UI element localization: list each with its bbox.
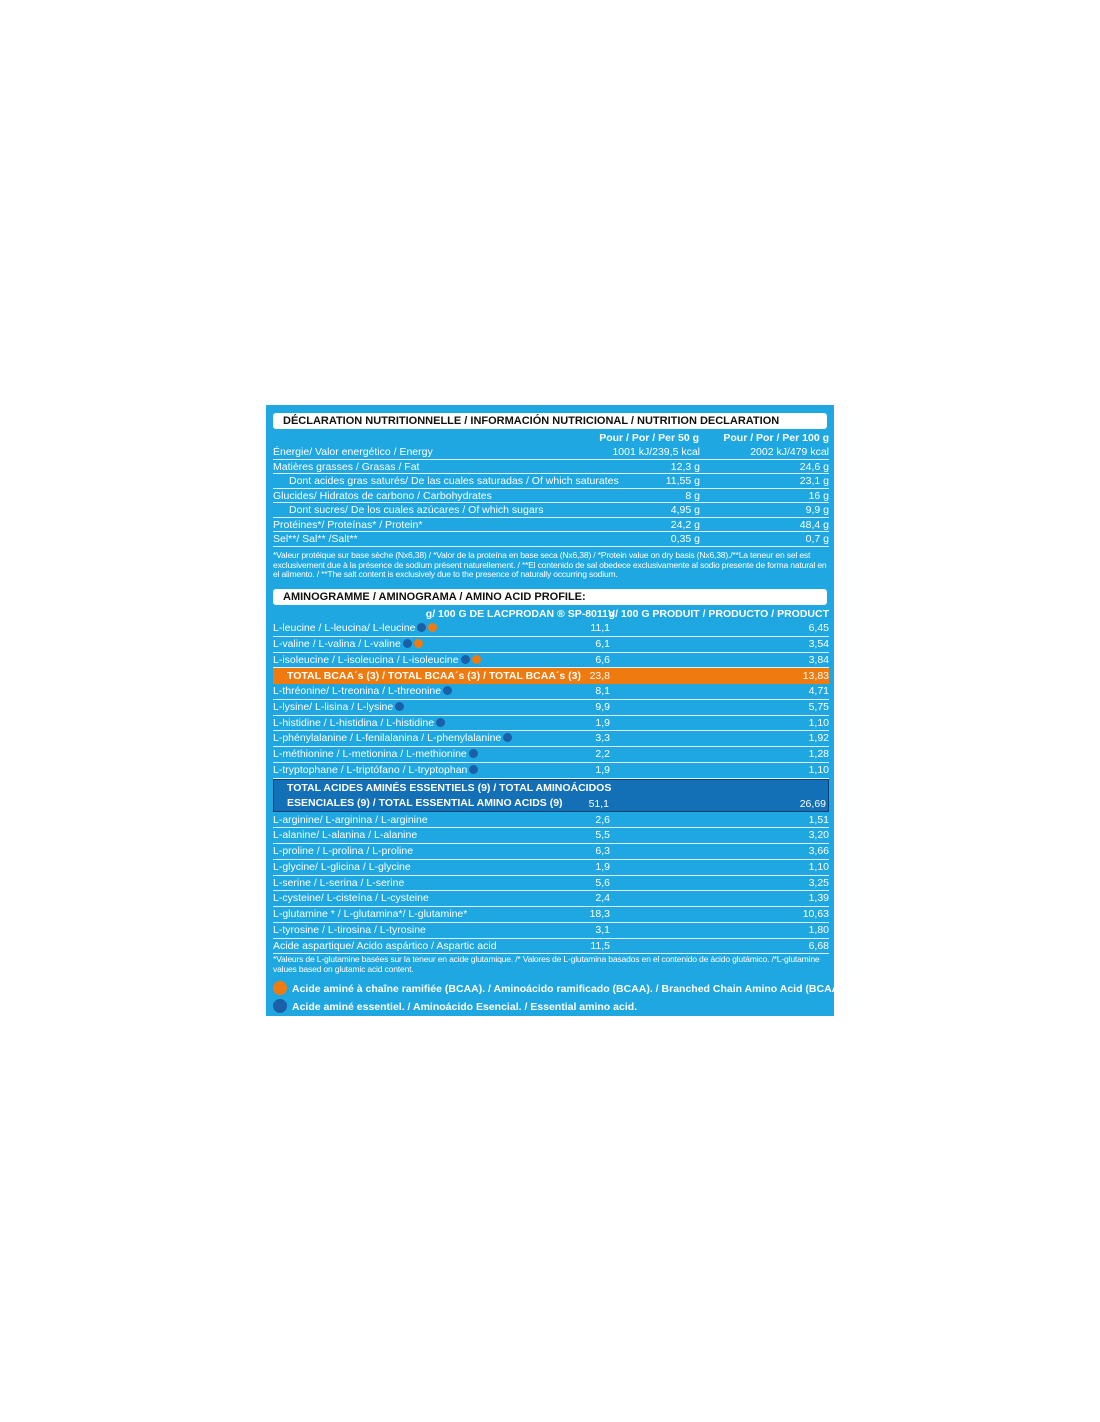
amino-acid-label-wrap xyxy=(273,731,512,746)
amino-acid-name: L-lysine/ L-lisina / L-lysine xyxy=(273,700,394,713)
orange-dot-icon xyxy=(428,623,437,632)
amino-value-lacprodan: 2,2 xyxy=(595,748,610,760)
amino-acid-row xyxy=(273,923,829,939)
nutrition-row-value-100g: 2002 kJ/479 kcal xyxy=(750,446,829,458)
nutrition-column-headers xyxy=(273,431,829,445)
amino-acid-label-wrap xyxy=(273,907,467,922)
blue-dot-icon xyxy=(395,702,404,711)
amino-acid-row xyxy=(273,684,829,700)
nutrition-declaration-title: DÉCLARATION NUTRITIONNELLE / INFORMACIÓN NUTRICIONAL / NUTRITION DECLARATION xyxy=(273,413,827,429)
legend-bcaa-text: Acide aminé à chaîne ramifiée (BCAA). / Aminoácido ramificado (BCAA). / Branched Chain Amino Acid (BCAA). xyxy=(292,983,846,995)
amino-value-lacprodan: 1,9 xyxy=(595,716,610,729)
amino-acid-name: L-tryptophane / L-triptófano / L-tryptophan xyxy=(273,763,468,776)
nutrition-row-label: Dont sucres/ De los cuales azúcares / Of which sugars xyxy=(289,504,544,516)
nutrition-row-value-50g: 11,55 g xyxy=(665,475,700,487)
nutrition-row xyxy=(273,503,829,518)
amino-value-product: 1,10 xyxy=(808,763,829,776)
essential-total-row xyxy=(273,779,829,812)
nutrition-row xyxy=(273,445,829,460)
amino-acid-name: L-glycine/ L-glicina / L-glycine xyxy=(273,860,411,873)
nutrition-row-value-100g: 9,9 g xyxy=(805,504,829,516)
amino-acid-name: L-histidine / L-histidina / L-histidine xyxy=(273,716,435,729)
amino-value-product: 1,39 xyxy=(808,892,829,905)
amino-acid-name: L-tyrosine / L-tirosina / L-tyrosine xyxy=(273,923,426,936)
blue-dot-icon xyxy=(273,999,287,1013)
amino-acid-name: L-méthionine / L-metionina / L-methionine xyxy=(273,748,467,760)
amino-acid-row xyxy=(273,876,829,892)
amino-acid-row xyxy=(273,653,829,669)
amino-value-lacprodan: 5,6 xyxy=(595,876,610,889)
amino-acid-name: L-phénylalanine / L-fenilalanina / L-phenylalanine xyxy=(273,732,502,745)
nutrition-row-value-50g: 8 g xyxy=(685,489,700,502)
amino-col-lacprodan: g/ 100 G DE LACPRODAN ® SP-8011V xyxy=(425,608,615,620)
amino-value-lacprodan: 1,9 xyxy=(595,860,610,873)
amino-acid-row xyxy=(273,813,829,829)
nutrition-row-value-100g: 16 g xyxy=(808,489,829,502)
nutrition-row xyxy=(273,474,829,489)
amino-acid-label-wrap xyxy=(273,653,481,668)
amino-acid-row xyxy=(273,763,829,779)
nutrition-row-value-100g: 48,4 g xyxy=(799,518,829,531)
amino-value-product: 3,66 xyxy=(808,845,829,857)
amino-acid-label-wrap xyxy=(273,939,497,954)
legend-essential xyxy=(273,999,829,1015)
essential-total-label-line1: TOTAL ACIDES AMINÉS ESSENTIELS (9) / TOTAL AMINOÁCIDOS xyxy=(287,781,612,794)
amino-acid-label-wrap xyxy=(273,684,452,699)
amino-acid-row xyxy=(273,621,829,637)
amino-value-product: 5,75 xyxy=(808,700,829,713)
blue-dot-icon xyxy=(461,655,470,664)
nutrition-col-per50g: Pour / Por / Per 50 g xyxy=(599,432,699,444)
amino-value-lacprodan: 2,4 xyxy=(595,892,610,905)
nutrition-row-label: Énergie/ Valor energético / Energy xyxy=(273,446,433,458)
amino-acid-label-wrap xyxy=(273,747,478,762)
amino-value-product: 1,28 xyxy=(808,748,829,760)
amino-acid-name: L-proline / L-prolina / L-proline xyxy=(273,845,414,857)
amino-value-product: 1,51 xyxy=(808,813,829,826)
amino-acid-label-wrap xyxy=(273,763,478,778)
amino-acid-name: L-glutamine * / L-glutamina*/ L-glutamine* xyxy=(273,908,468,920)
amino-acid-label-wrap xyxy=(273,860,411,875)
amino-value-lacprodan: 1,9 xyxy=(595,763,610,776)
nutrition-label-panel xyxy=(266,405,846,1016)
legend-bcaa xyxy=(273,981,846,997)
amino-value-product: 1,10 xyxy=(808,716,829,729)
bcaa-total-product: 13,83 xyxy=(802,670,829,683)
amino-value-lacprodan: 3,1 xyxy=(595,923,610,936)
bcaa-total-lacprodan: 23,8 xyxy=(589,670,610,683)
amino-column-headers xyxy=(273,607,829,621)
amino-value-lacprodan: 8,1 xyxy=(595,685,610,697)
amino-col-product: g/ 100 G PRODUIT / PRODUCTO / PRODUCT xyxy=(608,608,829,620)
amino-acid-name: L-valine / L-valina / L-valine xyxy=(273,637,401,650)
amino-value-lacprodan: 6,1 xyxy=(595,637,610,650)
amino-acid-name: L-arginine/ L-arginina / L-arginine xyxy=(273,813,428,826)
blue-dot-icon xyxy=(417,623,426,632)
amino-value-lacprodan: 18,3 xyxy=(589,908,610,920)
essential-total-lacprodan: 51,1 xyxy=(588,797,609,810)
amino-acid-label-wrap xyxy=(273,828,417,843)
amino-value-lacprodan: 2,6 xyxy=(595,813,610,826)
amino-value-product: 10,63 xyxy=(802,908,829,920)
bcaa-total-label: TOTAL BCAA´s (3) / TOTAL BCAA´s (3) / TOTAL BCAA´s (3) xyxy=(287,670,582,683)
amino-acid-name: L-thréonine/ L-treonina / L-threonine xyxy=(273,685,442,697)
amino-acid-label-wrap xyxy=(273,716,445,731)
nutrition-row-value-50g: 24,2 g xyxy=(670,518,700,531)
amino-acid-name: L-isoleucine / L-isoleucina / L-isoleucine xyxy=(273,653,459,666)
amino-footnote: *Valeurs de L-glutamine basées sur la teneur en acide glutamique. /* Valores de L-glutamina basados en el contenido de ácido glutámico. /*L-glutamine values based on glutamic acid content. xyxy=(273,954,820,974)
amino-acid-row xyxy=(273,700,829,716)
amino-value-product: 1,92 xyxy=(808,732,829,745)
amino-acid-row xyxy=(273,939,829,955)
nutrition-row xyxy=(273,532,829,547)
amino-acid-name: L-leucine / L-leucina/ L-leucine xyxy=(273,622,416,634)
amino-value-product: 3,20 xyxy=(808,829,829,842)
amino-acid-name: L-serine / L-serina / L-serine xyxy=(273,876,405,889)
amino-value-product: 3,25 xyxy=(808,876,829,889)
amino-value-product: 6,68 xyxy=(808,939,829,952)
amino-acid-label-wrap xyxy=(273,637,423,652)
nutrition-row-label: Sel**/ Sal** /Salt** xyxy=(273,533,358,545)
amino-value-lacprodan: 11,5 xyxy=(590,939,610,952)
amino-acid-row xyxy=(273,828,829,844)
nutrition-footnote: *Valeur protéique sur base sèche (Nx6,38) / *Valor de la proteína en base seca (Nx6,38) / *Protein value on dry basis (Nx6,38)./**La teneur en sel est exclusivement due à la présence de sodium présent naturellement. / **El contenido de sal obedece exclusivamente al sodio presente de forma natural en el alimento. / **The salt content is exclusively due to the presence of naturally occurring sodium. xyxy=(273,550,827,579)
amino-value-lacprodan: 3,3 xyxy=(595,732,610,745)
amino-profile-title: AMINOGRAMME / AMINOGRAMA / AMINO ACID PROFILE: xyxy=(273,589,827,605)
nutrition-row xyxy=(273,489,829,504)
bcaa-total-row xyxy=(273,668,829,684)
amino-value-product: 6,45 xyxy=(808,622,829,634)
blue-dot-icon xyxy=(403,639,412,648)
amino-acid-row xyxy=(273,637,829,653)
amino-value-product: 1,10 xyxy=(808,860,829,873)
nutrition-col-per100g: Pour / Por / Per 100 g xyxy=(723,432,829,444)
amino-value-lacprodan: 9,9 xyxy=(595,700,610,713)
amino-acid-name: L-cysteine/ L-cisteína / L-cysteine xyxy=(273,892,429,905)
amino-value-product: 1,80 xyxy=(808,923,829,936)
nutrition-row-value-100g: 23,1 g xyxy=(799,475,829,487)
amino-acid-row xyxy=(273,844,829,860)
amino-acid-label-wrap xyxy=(273,891,429,906)
blue-dot-icon xyxy=(469,765,478,774)
nutrition-row-value-100g: 24,6 g xyxy=(799,460,829,473)
amino-acid-row xyxy=(273,907,829,923)
blue-dot-icon xyxy=(503,733,512,742)
legend-essential-text: Acide aminé essentiel. / Aminoácido Esencial. / Essential amino acid. xyxy=(292,1001,638,1013)
orange-dot-icon xyxy=(273,981,287,995)
amino-acid-label-wrap xyxy=(273,621,437,636)
nutrition-row-value-50g: 0,35 g xyxy=(670,533,700,545)
orange-dot-icon xyxy=(414,639,423,648)
amino-acid-name: Acide aspartique/ Acido aspártico / Aspartic acid xyxy=(273,939,497,952)
amino-acid-name: L-alanine/ L-alanina / L-alanine xyxy=(273,829,418,842)
amino-value-product: 4,71 xyxy=(808,685,829,697)
nutrition-row-label: Dont acides gras saturés/ De las cuales saturadas / Of which saturates xyxy=(289,475,619,487)
blue-dot-icon xyxy=(443,686,452,695)
amino-value-lacprodan: 5,5 xyxy=(595,829,610,842)
blue-dot-icon xyxy=(436,718,445,727)
amino-acid-label-wrap xyxy=(273,923,426,938)
amino-acid-row xyxy=(273,860,829,876)
amino-acid-label-wrap xyxy=(273,844,413,859)
orange-dot-icon xyxy=(472,655,481,664)
nutrition-row-label: Protéines*/ Proteínas* / Protein* xyxy=(273,518,423,531)
amino-value-product: 3,84 xyxy=(808,653,829,666)
amino-acid-row xyxy=(273,716,829,732)
amino-value-lacprodan: 6,6 xyxy=(595,653,610,666)
amino-value-lacprodan: 6,3 xyxy=(595,845,610,857)
nutrition-row-value-50g: 4,95 g xyxy=(670,504,700,516)
blue-dot-icon xyxy=(469,749,478,758)
nutrition-row-value-100g: 0,7 g xyxy=(805,533,829,545)
amino-acid-label-wrap xyxy=(273,813,428,828)
nutrition-row-label: Glucides/ Hidratos de carbono / Carbohydrates xyxy=(273,489,492,502)
nutrition-row-value-50g: 12,3 g xyxy=(670,460,700,473)
amino-acid-label-wrap xyxy=(273,876,404,891)
nutrition-row-value-50g: 1001 kJ/239,5 kcal xyxy=(612,446,700,458)
nutrition-row xyxy=(273,518,829,533)
amino-acid-label-wrap xyxy=(273,700,404,715)
amino-acid-row xyxy=(273,891,829,907)
nutrition-row-label: Matières grasses / Grasas / Fat xyxy=(273,460,420,473)
essential-total-label-line2: ESENCIALES (9) / TOTAL ESSENTIAL AMINO ACIDS (9) xyxy=(287,796,563,809)
amino-acid-row xyxy=(273,747,829,763)
amino-value-lacprodan: 11,1 xyxy=(590,622,610,634)
nutrition-row xyxy=(273,460,829,475)
amino-acid-row xyxy=(273,731,829,747)
amino-value-product: 3,54 xyxy=(808,637,829,650)
essential-total-product: 26,69 xyxy=(799,797,826,810)
